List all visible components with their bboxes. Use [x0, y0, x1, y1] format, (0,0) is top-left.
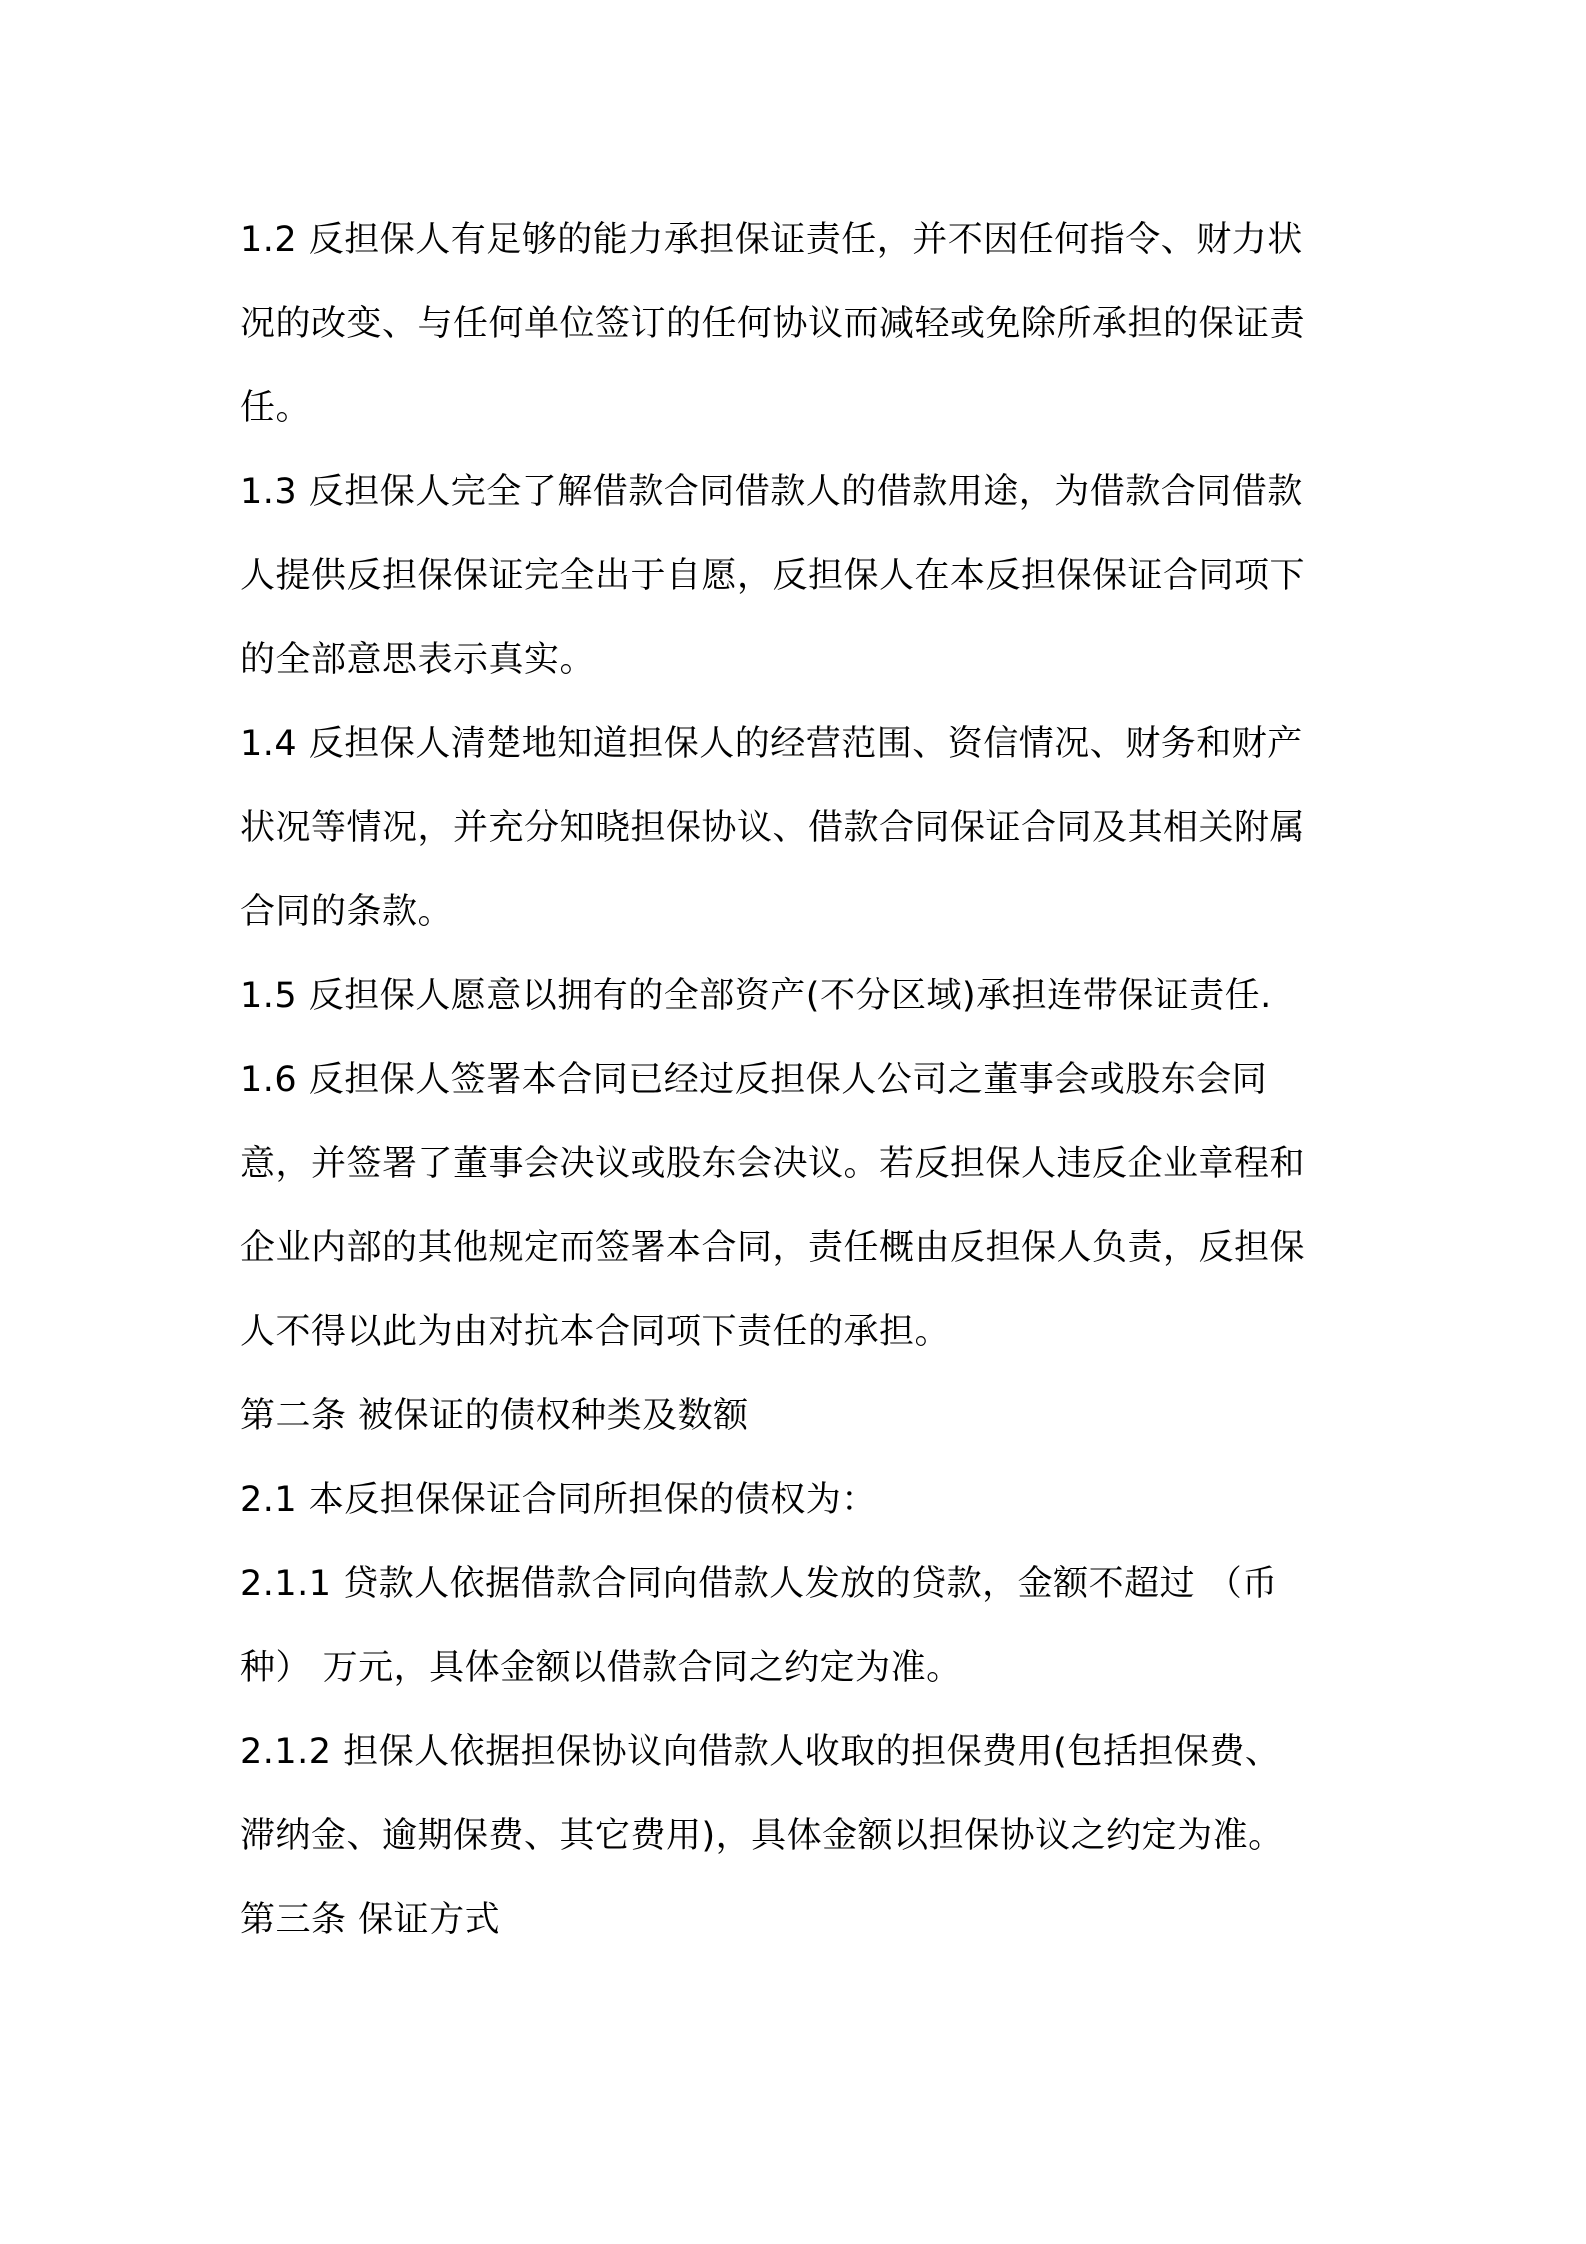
text-line: 状况等情况，并充分知晓担保协议、借款合同保证合同及其相关附属: [240, 808, 1306, 848]
clause-1-5: [240, 954, 1360, 1038]
text-line: 2.1 本反担保保证合同所担保的债权为：: [240, 1480, 877, 1520]
text-line: 2.1.1 贷款人依据借款合同向借款人发放的贷款，金额不超过 （币: [240, 1564, 1278, 1604]
clause-2-1-2: [240, 1710, 1360, 1878]
heading-line: 第三条 保证方式: [240, 1900, 501, 1940]
clause-1-6: [240, 1038, 1360, 1374]
text-line: 1.5 反担保人愿意以拥有的全部资产(不分区域)承担连带保证责任.: [240, 976, 1272, 1016]
text-line: 企业内部的其他规定而签署本合同，责任概由反担保人负责，反担保: [240, 1228, 1306, 1268]
clause-2-1-1: [240, 1542, 1360, 1710]
text-line: 况的改变、与任何单位签订的任何协议而减轻或免除所承担的保证责: [240, 304, 1306, 344]
text-line: 滞纳金、逾期保费、其它费用)，具体金额以担保协议之约定为准。: [240, 1816, 1284, 1856]
clause-1-2: [240, 198, 1360, 450]
clause-2-1: [240, 1458, 1360, 1542]
text-line: 意，并签署了董事会决议或股东会决议。若反担保人违反企业章程和: [240, 1144, 1306, 1184]
heading-line: 第二条 被保证的债权种类及数额: [240, 1396, 749, 1436]
text-line: 合同的条款。: [240, 892, 454, 932]
article-3-heading: [240, 1878, 1360, 1962]
text-line: 1.6 反担保人签署本合同已经过反担保人公司之董事会或股东会同: [240, 1060, 1268, 1100]
article-2-heading: [240, 1374, 1360, 1458]
document-body: [240, 198, 1360, 1962]
text-line: 1.4 反担保人清楚地知道担保人的经营范围、资信情况、财务和财产: [240, 724, 1303, 764]
text-line: 的全部意思表示真实。: [240, 640, 596, 680]
text-line: 人不得以此为由对抗本合同项下责任的承担。: [240, 1312, 951, 1352]
text-line: 1.2 反担保人有足够的能力承担保证责任，并不因任何指令、财力状: [240, 220, 1303, 260]
text-line: 人提供反担保保证完全出于自愿，反担保人在本反担保保证合同项下: [240, 556, 1306, 596]
text-line: 1.3 反担保人完全了解借款合同借款人的借款用途，为借款合同借款: [240, 472, 1303, 512]
clause-1-3: [240, 450, 1360, 702]
clause-1-4: [240, 702, 1360, 954]
text-line: 任。: [240, 388, 312, 428]
text-line: 2.1.2 担保人依据担保协议向借款人收取的担保费用(包括担保费、: [240, 1732, 1281, 1772]
text-line: 种） 万元，具体金额以借款合同之约定为准。: [240, 1648, 962, 1688]
